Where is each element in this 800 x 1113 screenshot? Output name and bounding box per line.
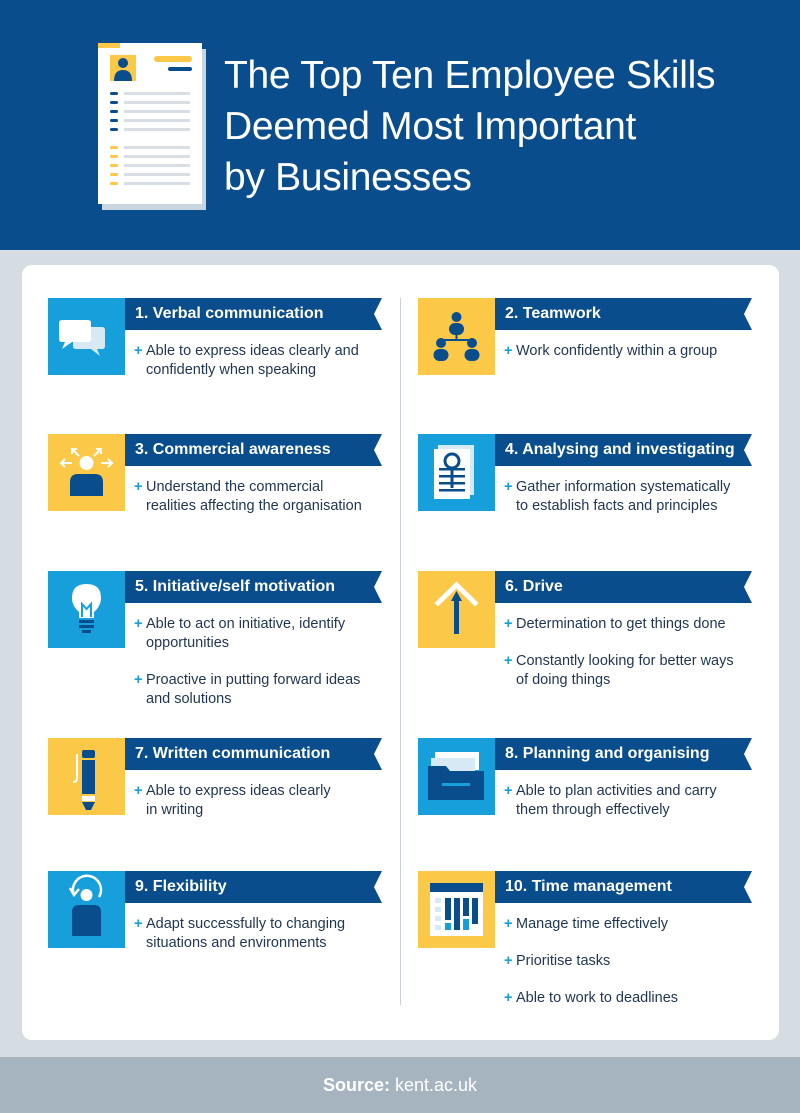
plus-icon: +	[134, 672, 143, 688]
plus-icon: +	[504, 653, 513, 669]
skill-title: 4. Analysing and investigating	[505, 441, 735, 458]
skill-banner	[495, 871, 752, 903]
arrow-up-icon	[418, 571, 495, 648]
plus-icon: +	[134, 616, 143, 632]
lightbulb-icon	[48, 571, 125, 648]
skill-banner	[125, 571, 382, 603]
skill-title: 9. Flexibility	[135, 878, 227, 895]
skill-bullets	[504, 615, 754, 708]
plus-icon: +	[504, 783, 513, 799]
skill-bullets	[134, 615, 384, 727]
skill-banner	[125, 298, 382, 330]
bullet-item: + Constantly looking for better ways of doing things	[504, 653, 734, 688]
skill-bullets	[504, 342, 754, 379]
source-footer	[0, 1057, 800, 1113]
person-arrows-icon	[48, 434, 125, 511]
bullet-item: + Able to work to deadlines	[504, 990, 679, 1006]
person-rotate-icon	[48, 871, 125, 948]
skill-title: 5. Initiative/self motivation	[135, 578, 336, 595]
plus-icon: +	[134, 343, 143, 359]
bullet-item: + Prioritise tasks	[504, 953, 611, 969]
plus-icon: +	[504, 953, 513, 969]
team-icon	[418, 298, 495, 375]
header	[0, 0, 800, 250]
bullet-item: + Work confidently within a group	[504, 343, 718, 359]
bullet-item: + Able to express ideas clearly and confidently when speaking	[134, 343, 359, 378]
skill-title: 3. Commercial awareness	[135, 441, 331, 458]
plus-icon: +	[134, 783, 143, 799]
skill-banner	[125, 434, 382, 466]
plus-icon: +	[504, 990, 513, 1006]
plus-icon: +	[504, 343, 513, 359]
source-label: Source:	[322, 1075, 390, 1095]
skill-bullets	[134, 915, 384, 971]
skill-banner	[495, 298, 752, 330]
calendar-icon	[418, 871, 495, 948]
bullet-item: + Manage time effectively	[504, 916, 669, 932]
plus-icon: +	[504, 479, 513, 495]
plus-icon: +	[504, 616, 513, 632]
bullet-item: + Gather information systematically to establish facts and principles	[504, 479, 731, 514]
plus-icon: +	[134, 479, 143, 495]
skill-title: 10. Time management	[505, 878, 672, 895]
pen-icon	[48, 738, 125, 815]
plus-icon: +	[134, 916, 143, 932]
bullet-item: + Able to act on initiative, identify opportunities	[134, 616, 346, 651]
skill-bullets	[134, 478, 384, 534]
skill-bullets	[504, 478, 754, 534]
resume-document-icon	[98, 43, 206, 210]
skill-bullets	[134, 782, 384, 838]
bullet-item: + Determination to get things done	[504, 616, 726, 632]
skill-title: 8. Planning and organising	[505, 745, 710, 762]
skill-title: 6. Drive	[505, 578, 563, 595]
document-magnifier-icon	[418, 434, 495, 511]
plus-icon: +	[504, 916, 513, 932]
bullet-item: + Proactive in putting forward ideas and solutions	[134, 672, 361, 707]
bullet-item: + Understand the commercial realities affecting the organisation	[134, 479, 362, 514]
skill-title: 7. Written communication	[135, 745, 331, 762]
skill-banner	[125, 738, 382, 770]
title-line: Deemed Most Important	[224, 105, 637, 148]
skill-title: 2. Teamwork	[505, 305, 601, 322]
speech-bubbles-icon	[48, 298, 125, 375]
skill-banner	[495, 738, 752, 770]
title-line: The Top Ten Employee Skills	[224, 54, 716, 97]
bullet-item: + Able to plan activities and carry them through effectively	[504, 783, 717, 818]
skill-bullets	[504, 915, 754, 1026]
folder-icon	[418, 738, 495, 815]
title-line: by Businesses	[224, 156, 472, 199]
skill-bullets	[134, 342, 384, 398]
bullet-item: + Adapt successfully to changing situations and environments	[134, 916, 346, 951]
source-value: kent.ac.uk	[395, 1075, 478, 1095]
skill-banner	[125, 871, 382, 903]
bullet-item: + Able to express ideas clearly in writing	[134, 783, 331, 818]
skill-title: 1. Verbal communication	[135, 305, 324, 322]
column-divider	[400, 298, 401, 1005]
skill-banner	[495, 571, 752, 603]
skill-bullets	[504, 782, 754, 838]
page-title	[224, 50, 784, 203]
skill-banner	[495, 434, 752, 466]
